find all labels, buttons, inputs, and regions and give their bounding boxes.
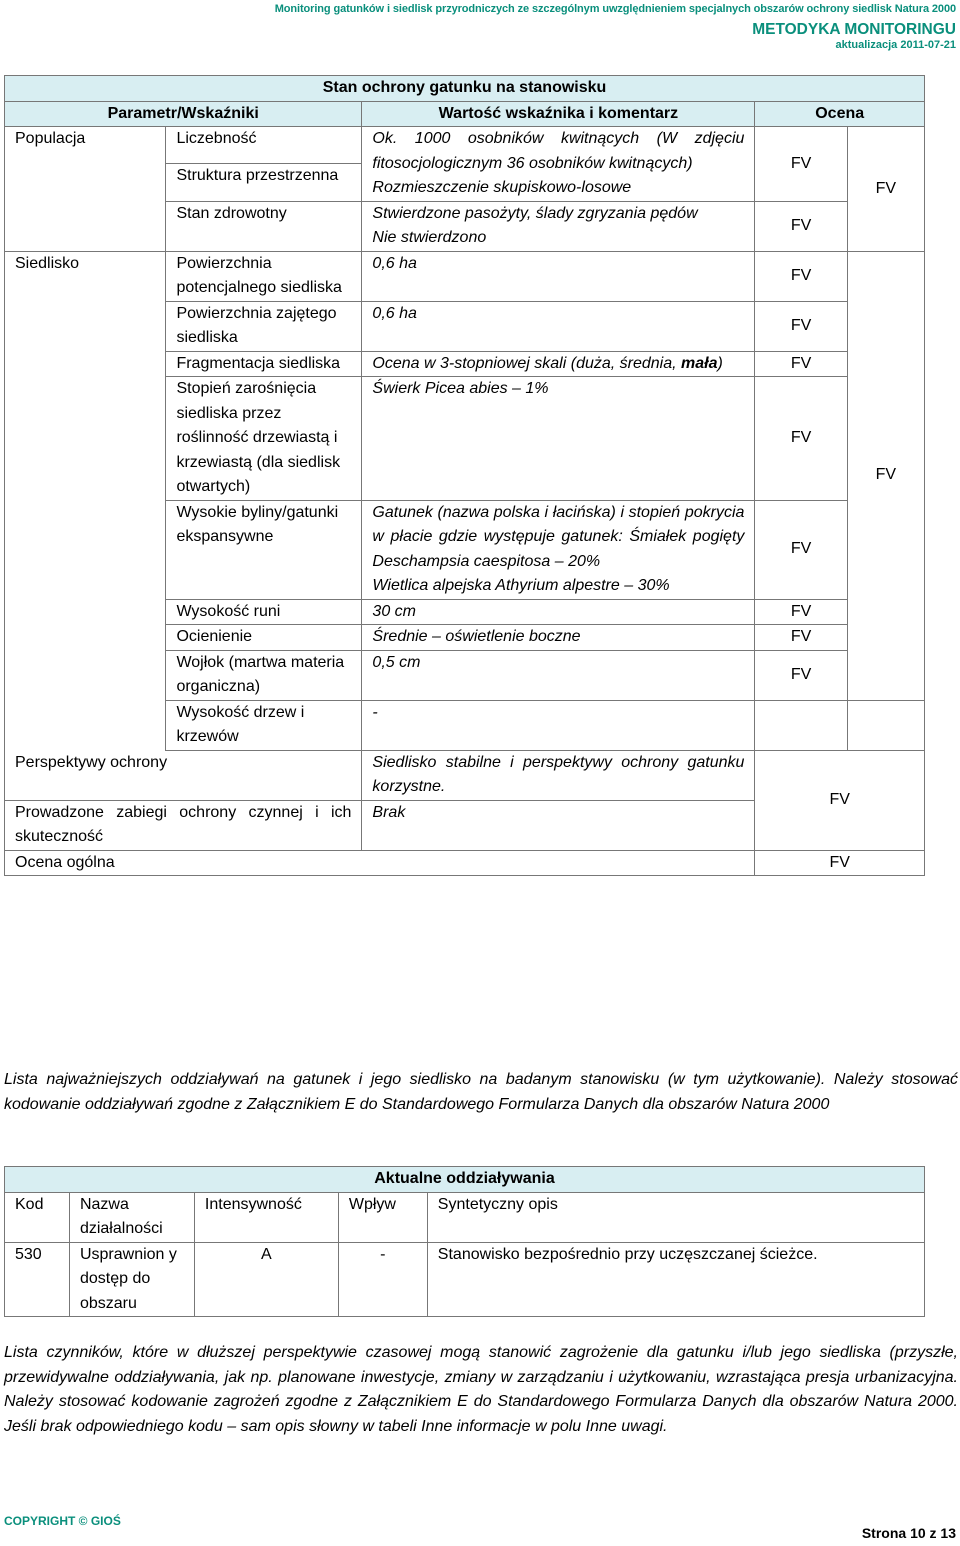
param-rating: FV: [755, 301, 847, 351]
impact-intensywnosc: A: [194, 1242, 338, 1317]
empty-cell: [847, 700, 924, 750]
impacts-table: [4, 1166, 925, 1317]
group-rating-siedlisko: FV: [847, 251, 924, 700]
param-rating: FV: [755, 201, 847, 251]
param-name: Wojłok (martwa materia organiczna): [166, 650, 362, 700]
param-rating: FV: [755, 500, 847, 599]
populacja-label: Populacja: [5, 127, 166, 252]
param-rating: FV: [755, 625, 847, 651]
param-rating: FV: [755, 650, 847, 700]
param-name: Liczebność: [166, 127, 362, 164]
param-value: Świerk Picea abies – 1%: [362, 377, 755, 501]
impact-opis: Stanowisko bezpośrednio przy uczęszczanej ścieżce.: [427, 1242, 924, 1317]
impacts-table-title: Aktualne oddziaływania: [5, 1167, 925, 1193]
param-name: Wysokość runi: [166, 599, 362, 625]
ocena-ogolna-rating: FV: [755, 850, 925, 876]
header-subtitle: METODYKA MONITORINGU: [752, 21, 956, 38]
param-name: Struktura przestrzenna: [166, 164, 362, 201]
param-value: Średnie – oświetlenie boczne: [362, 625, 755, 651]
zabiegi-label: Prowadzone zabiegi ochrony czynnej i ich skuteczność: [5, 800, 362, 850]
impact-kod: 530: [5, 1242, 70, 1317]
param-rating: FV: [755, 377, 847, 501]
param-rating: FV: [755, 127, 847, 202]
nazwa-header: Nazwa działalności: [69, 1192, 194, 1242]
ocena-ogolna-label: Ocena ogólna: [5, 850, 755, 876]
page-header: [275, 2, 956, 52]
param-name: Stan zdrowotny: [166, 201, 362, 251]
param-name: Wysokie byliny/gatunki ekspansywne: [166, 500, 362, 599]
param-value: 0,6 ha: [362, 301, 755, 351]
col-value-header: Wartość wskaźnika i komentarz: [362, 101, 755, 127]
param-rating: FV: [755, 599, 847, 625]
col-param-header: Parametr/Wskaźniki: [5, 101, 362, 127]
param-value: Ok. 1000 osobników kwitnących (W zdjęciu fitosocjologicznym 36 osobników kwitnących) Rozmieszczenie skupiskowo-losowe: [362, 127, 755, 202]
siedlisko-label: Siedlisko: [5, 251, 166, 750]
param-rating: [755, 700, 847, 750]
page-number: Strona 10 z 13: [861, 1525, 956, 1541]
threats-paragraph: Lista czynników, które w dłuższej perspektywie czasowej mogą stanowić zagrożenie dla gatunku i/lub jego siedliska (przyszłe, przewidywalne oddziaływania, jak np. planowane inwestycje, zmiany w zarządzaniu i użytkowaniu, wzrastająca presja urbanizacyjna. Należy stosować kodowanie zagrożeń zgodne z Załącznikiem E do Standardowego Formularza Danych dla obszarów Natura 2000. Jeśli brak odpowiedniego kodu – sam opis słowny w tabeli Inne informacje w polu Inne uwagi.: [4, 1344, 958, 1435]
intensywnosc-header: Intensywność: [194, 1192, 338, 1242]
param-name: Stopień zarośnięcia siedliska przez roślinność drzewiastą i krzewiastą (dla siedlisk otwartych): [166, 377, 362, 501]
impact-wplyw: -: [338, 1242, 427, 1317]
zabiegi-value: Brak: [362, 800, 755, 850]
header-title: Monitoring gatunków i siedlisk przyrodniczych ze szczególnym uwzględnieniem specjalnych obszarów ochrony siedlisk Natura 2000: [274, 3, 956, 15]
perspektywy-rating: FV: [755, 750, 925, 850]
param-rating: FV: [755, 351, 847, 377]
perspektywy-label: Perspektywy ochrony: [5, 750, 362, 800]
param-name: Wysokość drzew i krzewów: [166, 700, 362, 750]
group-rating-populacja: FV: [847, 127, 924, 252]
perspektywy-value: Siedlisko stabilne i perspektywy ochrony gatunku korzystne.: [362, 750, 755, 800]
kod-header: Kod: [5, 1192, 70, 1242]
param-value: 0,6 ha: [362, 251, 755, 301]
impact-nazwa: Usprawnion y dostęp do obszaru: [69, 1242, 194, 1317]
impacts-intro-paragraph: Lista najważniejszych oddziaływań na gatunek i jego siedlisko na badanym stanowisku (w tym użytkowanie). Należy stosować kodowanie oddziaływań zgodne z Załącznikiem E do Standardowego Formularza Danych dla obszarów Natura 2000: [4, 1071, 958, 1113]
status-table: [4, 75, 925, 876]
param-value: -: [362, 700, 755, 750]
param-value: Stwierdzone pasożyty, ślady zgryzania pędów Nie stwierdzono: [362, 201, 755, 251]
param-rating: FV: [755, 251, 847, 301]
wplyw-header: Wpływ: [338, 1192, 427, 1242]
param-name: Powierzchnia potencjalnego siedliska: [166, 251, 362, 301]
copyright: COPYRIGHT © GIOŚ: [4, 1514, 121, 1528]
header-date: aktualizacja 2011-07-21: [835, 39, 956, 51]
param-name: Powierzchnia zajętego siedliska: [166, 301, 362, 351]
param-value: Gatunek (nazwa polska i łacińska) i stopień pokrycia w płacie gdzie występuje gatunek: Śmiałek pogięty Deschampsia caespitosa – 20% Wietlica alpejska Athyrium alpestre – 30%: [362, 500, 755, 599]
opis-header: Syntetyczny opis: [427, 1192, 924, 1242]
param-value: Ocena w 3-stopniowej skali (duża, średnia, mała): [362, 351, 755, 377]
param-value: 30 cm: [362, 599, 755, 625]
param-name: Ocienienie: [166, 625, 362, 651]
col-rating-header: Ocena: [755, 101, 925, 127]
param-value: 0,5 cm: [362, 650, 755, 700]
status-table-title: Stan ochrony gatunku na stanowisku: [5, 76, 925, 102]
param-name: Fragmentacja siedliska: [166, 351, 362, 377]
